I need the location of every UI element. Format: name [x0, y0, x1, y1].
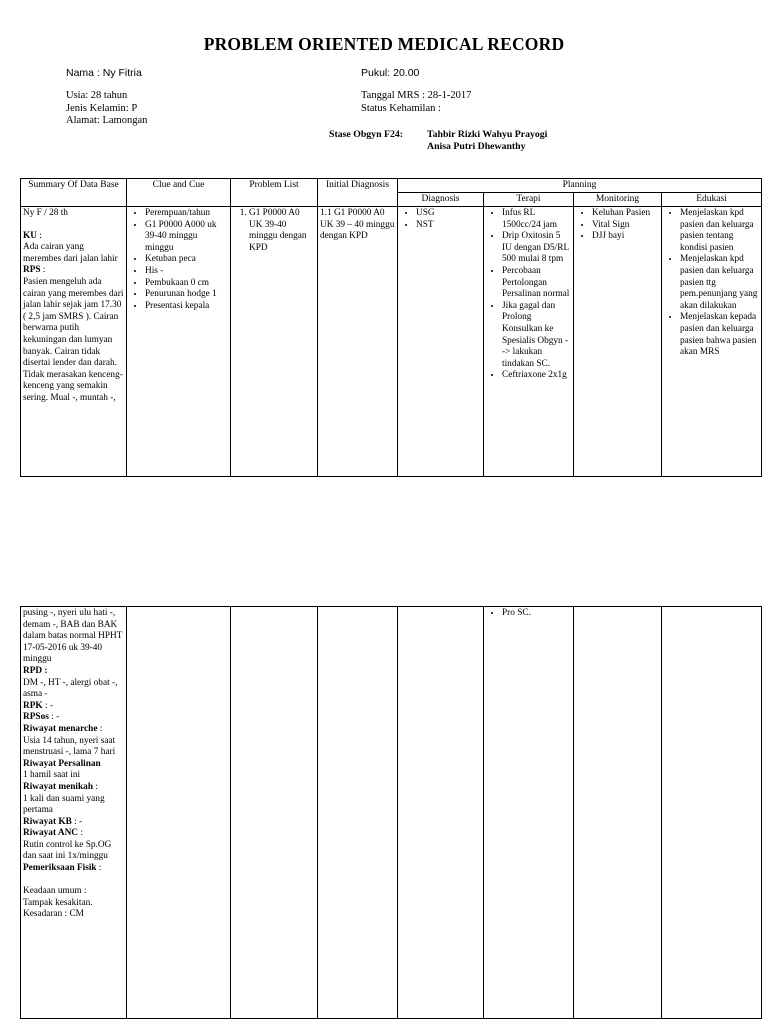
clue-cell: [127, 207, 231, 477]
terapi-cell-continued: [484, 607, 574, 1019]
list-item: • Menjelaskan kpd pasien dan keluarga pasien ttg pem.penunjang yang akan dilakukan: [680, 254, 759, 312]
summary-cell-continued: pusing -, nyeri ulu hati -, demam -, BAB dan BAK dalam batas normal HPHT 17-05-2016 uk 39-40 minggu RPD : DM -, HT -, alergi obat -, asma - RPK : - RPSos : - Riwayat menarche : Usia 14 tahun, nyeri saat menstruasi -, lama 7 hari Riwayat Persalinan 1 hamil saat ini Riwayat menikah : 1 kali dan suami yang pertama Riwayat KB : - Riwayat ANC : Rutin control ke Sp.OG dan saat ini 1x/minggu Pemeriksaan Fisik : Keadaan umum : Tampak kesakitan. Kesadaran : CM: [21, 607, 127, 1019]
clue-cell-continued: [127, 607, 231, 1019]
list-item: • Jika gagal dan Prolong Konsulkan ke Spesialis Obgyn --> lakukan tindakan SC.: [502, 301, 571, 371]
list-item: • Menjelaskan kpd pasien dan keluarga pasien tentang kondisi pasien: [680, 208, 759, 254]
list-item: • Keluhan Pasien: [592, 208, 659, 220]
monitoring-cell: [574, 207, 662, 477]
list-item: • USG: [416, 208, 481, 220]
admission-date: Tanggal MRS : 28-1-2017: [361, 90, 472, 101]
list-item: • G1 P0000 A000 uk 39-40 minggu minggu: [145, 220, 228, 255]
patient-age: Usia: 28 tahun: [66, 90, 128, 101]
diagnosis-cell: [398, 207, 484, 477]
list-item: • Penurunan hodge 1: [145, 289, 228, 301]
terapi-cell: [484, 207, 574, 477]
edukasi-cell: [662, 207, 762, 477]
problem-list-cell: [231, 207, 318, 477]
list-item: • Menjelaskan kepada pasien dan keluarga pasien bahwa pasien akan MRS: [680, 312, 759, 358]
stase-label: Stase Obgyn F24:: [329, 129, 404, 140]
table-row: [21, 207, 762, 477]
table-row: [21, 607, 762, 1019]
initial-diagnosis-cell-continued: [318, 607, 398, 1019]
problem-list-cell-continued: [231, 607, 318, 1019]
stase-name-1: Tahbir Rizki Wahyu Prayogi: [427, 129, 548, 140]
header-summary: Summary Of Data Base: [21, 179, 127, 207]
list-item: • Percobaan Pertolongan Persalinan normal: [502, 266, 571, 301]
list-item: • DJJ bayi: [592, 231, 659, 243]
list-item: • Pro SC.: [502, 608, 571, 620]
header-problem-list: Problem List: [231, 179, 318, 207]
list-item: 1. G1 P0000 A0 UK 39-40 minggu dengan KPD: [249, 208, 315, 254]
patient-gender: Jenis Kelamin: P: [66, 103, 138, 114]
list-item: • Presentasi kepala: [145, 301, 228, 313]
diagnosis-cell-continued: [398, 607, 484, 1019]
patient-name: Nama : Ny Fitria: [66, 67, 142, 79]
list-item: • His -: [145, 266, 228, 278]
table-header-row: [21, 179, 762, 193]
header-terapi: Terapi: [484, 193, 574, 207]
header-initial-diagnosis: Initial Diagnosis: [318, 179, 398, 207]
list-item: • Ketuban peca: [145, 254, 228, 266]
list-item: • NST: [416, 220, 481, 232]
header-diagnosis: Diagnosis: [398, 193, 484, 207]
pomr-table-part2: [20, 606, 762, 1019]
header-edukasi: Edukasi: [662, 193, 762, 207]
header-monitoring: Monitoring: [574, 193, 662, 207]
patient-address: Alamat: Lamongan: [66, 115, 148, 126]
list-item: • Ceftriaxone 2x1g: [502, 370, 571, 382]
initial-diagnosis-cell: 1.1 G1 P0000 A0 UK 39 – 40 minggu dengan KPD: [318, 207, 398, 477]
list-item: • Vital Sign: [592, 220, 659, 232]
page-title: PROBLEM ORIENTED MEDICAL RECORD: [203, 34, 565, 54]
summary-cell: Ny F / 28 th KU : Ada cairan yang merembes dari jalan lahir RPS : Pasien mengeluh ada cairan yang merembes dari jalan lahir sejak jam 17.30 ( 2,5 jam SMRS ). Cairan berwarna putih kekuningan dan lumyan banyak. Cairan tidak disertai lender dan darah. Tidak merasakan kenceng-kenceng yang semakin sering. Mual -, muntah -,: [21, 207, 127, 477]
list-item: • Pembukaan 0 cm: [145, 278, 228, 290]
list-item: • Drip Oxitosin 5 IU dengan D5/RL 500 mulai 8 tpm: [502, 231, 571, 266]
stase-name-2: Anisa Putri Dhewanthy: [427, 141, 526, 152]
pregnancy-status: Status Kehamilan :: [361, 103, 441, 114]
list-item: • Perempuan/tahun: [145, 208, 228, 220]
header-clue: Clue and Cue: [127, 179, 231, 207]
header-planning: Planning: [398, 179, 762, 193]
edukasi-cell-continued: [662, 607, 762, 1019]
monitoring-cell-continued: [574, 607, 662, 1019]
list-item: • Infus RL 1500cc/24 jam: [502, 208, 571, 231]
pomr-table-part1: [20, 178, 762, 477]
patient-time: Pukul: 20.00: [361, 67, 420, 79]
